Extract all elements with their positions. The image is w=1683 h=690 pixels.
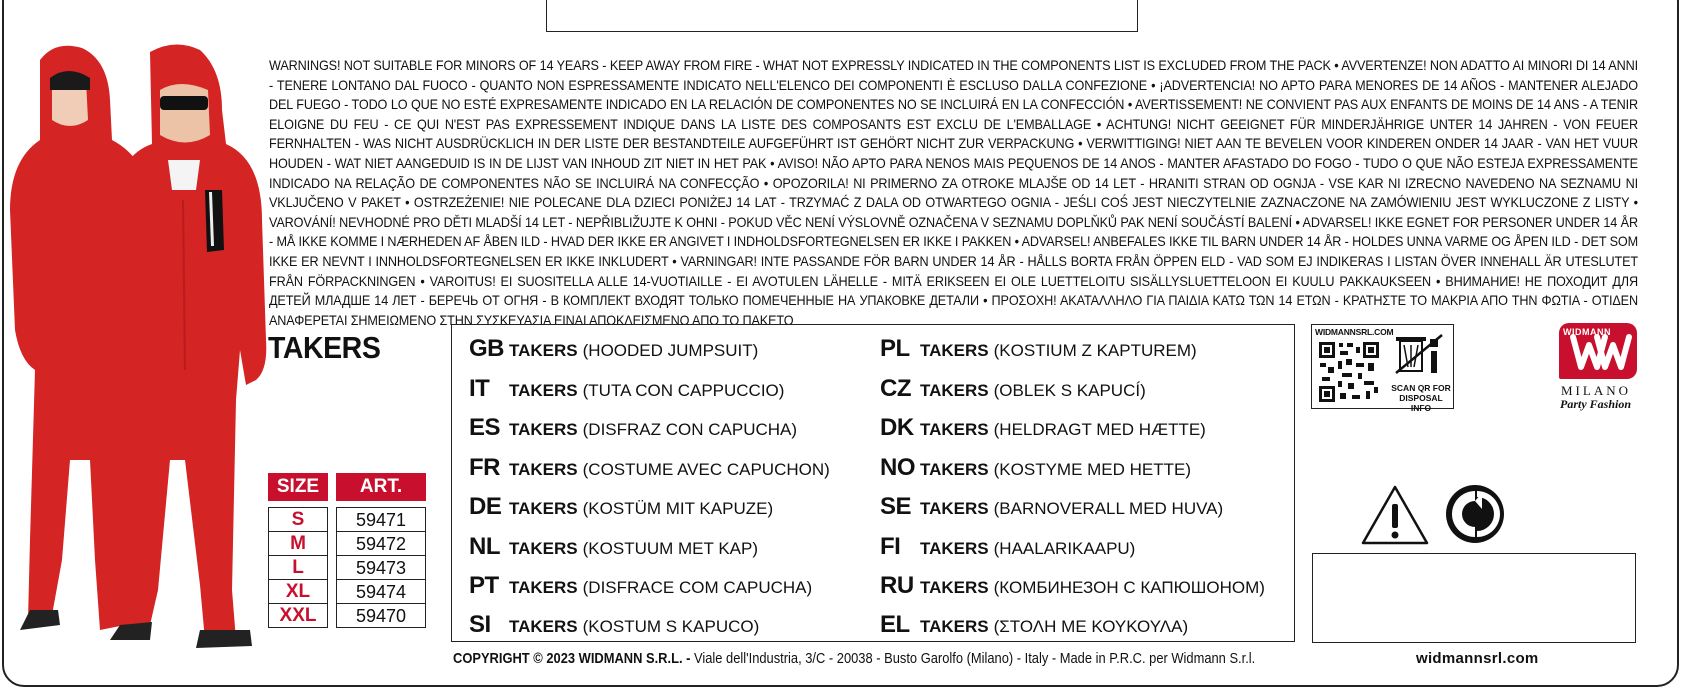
lang-entry-pl <box>880 335 1197 363</box>
lang-code: NO <box>880 454 915 481</box>
qr-url-label: WIDMANNSRL.COM <box>1315 327 1394 337</box>
lang-description: (KOSTÜM MIT KAPUZE) <box>582 499 774 518</box>
lang-code: IT <box>469 375 490 402</box>
lang-code: FI <box>880 533 901 560</box>
lang-entry-si <box>469 611 759 639</box>
lang-description: (TUTA CON CAPPUCCIO) <box>582 381 785 400</box>
lang-product-name: TAKERS <box>509 578 578 597</box>
lang-entry-gb <box>469 335 758 363</box>
lang-code: DE <box>469 493 502 520</box>
lang-entry-dk <box>880 414 1206 442</box>
lang-product-name: TAKERS <box>920 460 989 479</box>
lang-entry-cz <box>880 375 1146 403</box>
lang-description: (HAALARIKAAPU) <box>993 539 1136 558</box>
brand-mark <box>1559 323 1637 379</box>
lang-product-name: TAKERS <box>509 341 578 360</box>
lang-code: CZ <box>880 375 911 402</box>
label-blank-box <box>1312 553 1636 643</box>
size-value: L <box>268 555 328 579</box>
copyright-bold: COPYRIGHT © 2023 WIDMANN S.R.L. - <box>453 650 691 667</box>
size-row <box>268 579 426 603</box>
lang-code: FR <box>469 454 500 481</box>
lang-description: (ΣΤΟΛΗ ΜΕ ΚΟΥΚΟΥΛΑ) <box>993 617 1189 636</box>
product-title: TAKERS <box>268 330 381 365</box>
lang-code: GB <box>469 335 504 362</box>
warnings-text: WARNINGS! NOT SUITABLE FOR MINORS OF 14 YEARS - KEEP AWAY FROM FIRE - WHAT NOT EXPRESSLY INDICATED IN THE COMPONENTS LIST IS EXCLUDED FROM THE PACK • AVVERTENZE! NON ADATTO AI MINORI DI 14 ANNI - TENERE LONTANO DAL FUOCO - QUANTO NON ESPRESSAMENTE INDICATO NELL'ELENCO DEI COMPONENTI È ESCLUSO DALLA CONFEZIONE • ¡ADVERTENCIA! NO APTO PARA MENORES DE 14 AÑOS - MANTENER ALEJADO DEL FUEGO - TODO LO QUE NO ESTÉ EXPRESAMENTE INDICADO EN LA RELACIÓN DE COMPONENTES NO SE INCLUIRÁ EN LA CONFECCIÓN • AVERTISSEMENT! NE CONVIENT PAS AUX ENFANTS DE MOINS DE 14 ANS - A TENIR ELOIGNE DU FEU - CE QUI N'EST PAS EXPRESSEMENT INDIQUE DANS LA LISTE DES COMPOSANTS EST EXCLU DE L'EMBALLAGE • ACHTUNG! NICHT GEEIGNET FÜR MINDERJÄHRIGE UNTER 14 JAHREN - VON FEUER FERNHALTEN - WAS NICHT AUSDRÜCKLICH IN DER LISTE DER BESTANDTEILE AUFGEFÜHRT IST GEHÖRT NICHT ZUR VERPACKUNG • VERWITTIGING! NIET AAN TE BEVELEN VOOR KINDEREN ONDER 14 JAAR - VAN HET VUUR HOUDEN - WAT NIET AANGEDUID IS IN DE LIJST VAN INHOUD ZIT NIET IN HET PAK • AVISO! NÃO APTO PARA NENOS MAIS PEQUENOS DE 14 ANOS - MANTER AFASTADO DO FOGO - TUDO O QUE NÃO ESTEJA EXPRESSAMENTE INDICADO NA RELAÇÃO DE COMPONENTES NÃO SE INCLUIRÁ NA CONFECÇÃO • OPOZORILA! NI PRIMERNO ZA OTROKE MLAJŠE OD 14 LET - HRANITI STRAN OD OGNJA - VSE KAR NI IZRECNO NAVEDENO NA SEZNAMU NI VKLJUČENO V PAKET • OSTRZEŻENIE! NIE POLECANE DLA DZIECI PONIŻEJ 14 LAT - TRZYMAĆ Z DALA OD OTWARTEGO OGNIA - JEŚLI COŚ JEST NIECZYTELNIE ZAZNACZONE NA ZAMÓWIENIU JEST WYKLUCZONE Z LISTY • VAROVÁNÍ! NEVHODNÉ PRO DĚTI MLADŠÍ 14 LET - NEPŘIBLIŽUJTE K OHNI - POKUD VĚC NENÍ VÝSLOVNĚ OZNAČENA V SEZNAMU DOPLŇKŮ PAK NENÍ SOUČÁSTÍ BALENÍ • ADVARSEL! IKKE EGNET FOR PERSONER UNDER 14 ÅR - MÅ IKKE KOMME I NÆRHEDEN AF ÅBEN ILD - HVAD DER IKKE ER ANGIVET I INDHOLDSFORTEGNELSEN ER IKKE I PAKKEN • ADVARSEL! ANBEFALES IKKE TIL BARN UNDER 14 ÅR - HOLDES UNNA VARME OG ÅPEN ILD - DET SOM IKKE ER NEVNT I INNHOLDSFORTEGNELSEN ER IKKE INKLUDERT • VARNINGAR! INTE PASSANDE FÖR BARN UNDER 14 ÅR - HÅLLS BORTA FRÅN ÖPPEN ELD - VAD SOM EJ INDIKERAS I LISTAN ÖVER INNEHALL ÄR UTESLUTET FRÅN FÖRPACKNINGEN • VAROITUS! EI SUOSITELLA ALLE 14-VUOTIAILLE - EI AVOTULEN LÄHELLE - MITÄ ERIKSEEN EI OLE LUETTELOITU SISÄLLYSLUETTELOON EI KUULU PAKKAUKSEEN • ВНИМАНИЕ! НЕ ПОХОДИТ ДЛЯ ДЕТЕЙ МЛАДШЕ 14 ЛЕТ - БЕРЕЧЬ ОТ ОГНЯ - В КОМПЛЕКТ ВХОДЯТ ТОЛЬКО ПОМЕЧЕННЫЕ НА УПАКОВКЕ ДЕТАЛИ • ΠΡΟΣΟΧΗ! ΑΚΑΤΑΛΛΗΛΟ ΓΙΑ ΠΑΙΔΙΑ ΚΑΤΩ ΤΩΝ 14 ΕΤΩΝ - ΚΡΑΤΗΣΤΕ ΤΟ ΜΑΚΡΙΑ ΑΠΟ ΤΗΝ ΦΩΤΙΑ - ΟΤΙΔΕΝ ΑΝΑΦΕΡΕΤΑΙ ΣΗΜΕΙΩΜΕΝΟ ΣΤΗΝ ΣΥΣΚΕΥΑΣΙΑ ΕΙΝΑΙ ΑΠΟΚΛΕΙΣΜΕΝΟ ΑΠΟ ΤΟ ΠΑΚΕΤΟ <box>269 58 1638 328</box>
lang-product-name: TAKERS <box>509 420 578 439</box>
lang-code: EL <box>880 611 910 638</box>
lang-code: PT <box>469 572 499 599</box>
safety-warnings <box>269 56 1638 330</box>
lang-product-name: TAKERS <box>509 381 578 400</box>
lang-code: DK <box>880 414 914 441</box>
qr-code-icon[interactable] <box>1318 341 1380 403</box>
lang-description: (HOODED JUMPSUIT) <box>582 341 759 360</box>
qr-caption-line2: DISPOSAL INFO <box>1399 393 1443 413</box>
lang-entry-nl <box>469 533 758 561</box>
lang-description: (KOSTIUM Z KAPTUREM) <box>993 341 1197 360</box>
lang-description: (KOSTUM S KAPUCO) <box>582 617 760 636</box>
art-header: ART. <box>336 473 426 501</box>
lang-product-name: TAKERS <box>920 539 989 558</box>
size-row <box>268 507 426 531</box>
lang-entry-ru <box>880 572 1265 600</box>
size-value: M <box>268 531 328 555</box>
lang-code: SI <box>469 611 491 638</box>
art-number: 59472 <box>336 531 426 555</box>
lang-code: RU <box>880 572 914 599</box>
lang-description: (COSTUME AVEC CAPUCHON) <box>582 460 830 479</box>
costume-models-photo <box>0 40 270 670</box>
lang-description: (КОМБИНЕЗОН С КАПЮШОНОМ) <box>993 578 1265 597</box>
lang-entry-it <box>469 375 784 403</box>
lang-product-name: TAKERS <box>920 499 989 518</box>
lang-code: ES <box>469 414 501 441</box>
art-number: 59473 <box>336 555 426 579</box>
size-header: SIZE <box>268 473 328 501</box>
brand-city: MILANO <box>1561 383 1631 398</box>
brand-name: WIDMANN <box>1563 327 1611 337</box>
man-figure <box>110 44 266 648</box>
copyright-line <box>453 650 1255 667</box>
qr-caption-line1: SCAN QR FOR <box>1391 383 1451 393</box>
lang-entry-el <box>880 611 1188 639</box>
size-row <box>268 555 426 579</box>
lang-description: (DISFRACE COM CAPUCHA) <box>582 578 813 597</box>
lang-product-name: TAKERS <box>920 420 989 439</box>
art-number: 59474 <box>336 579 426 603</box>
lang-product-name: TAKERS <box>509 499 578 518</box>
warning-triangle-icon <box>1360 484 1430 546</box>
brand-tagline: Party Fashion <box>1560 397 1632 411</box>
lang-entry-fi <box>880 533 1135 561</box>
disposal-bin-icon <box>1394 331 1444 377</box>
lang-product-name: TAKERS <box>920 617 989 636</box>
size-value: S <box>268 507 328 531</box>
lang-description: (HELDRAGT MED HÆTTE) <box>993 420 1206 439</box>
lang-description: (KOSTYME MED HETTE) <box>993 460 1192 479</box>
lang-code: NL <box>469 533 500 560</box>
lang-description: (KOSTUUM MET KAP) <box>582 539 759 558</box>
lang-product-name: TAKERS <box>509 539 578 558</box>
art-number: 59471 <box>336 507 426 531</box>
lang-product-name: TAKERS <box>509 617 578 636</box>
website-link[interactable]: widmannsrl.com <box>1416 650 1539 667</box>
lang-entry-fr <box>469 454 830 482</box>
lang-description: (OBLEK S KAPUCÍ) <box>993 381 1146 400</box>
lang-entry-de <box>469 493 773 521</box>
top-label-box <box>546 0 1138 32</box>
size-row <box>268 603 426 628</box>
lang-entry-no <box>880 454 1191 482</box>
size-value: XL <box>268 579 328 603</box>
size-table <box>268 473 426 628</box>
qr-disposal-box <box>1311 324 1454 413</box>
lang-code: PL <box>880 335 910 362</box>
size-row <box>268 531 426 555</box>
lang-entry-es <box>469 414 797 442</box>
lang-description: (BARNOVERALL MED HUVA) <box>993 499 1224 518</box>
art-number: 59470 <box>336 603 426 628</box>
size-value: XXL <box>268 603 328 628</box>
qr-caption <box>1389 383 1453 413</box>
lang-entry-se <box>880 493 1223 521</box>
green-dot-recycle-icon <box>1444 483 1506 545</box>
lang-product-name: TAKERS <box>920 381 989 400</box>
lang-description: (DISFRAZ CON CAPUCHA) <box>582 420 798 439</box>
lang-product-name: TAKERS <box>920 341 989 360</box>
widmann-logo <box>1556 323 1646 413</box>
language-translations <box>451 324 1295 642</box>
lang-product-name: TAKERS <box>920 578 989 597</box>
copyright-address: Viale dell'Industria, 3/C - 20038 - Busto Garolfo (Milano) - Italy - Made in P.R.C. per Widmann S.r.l. <box>690 650 1256 667</box>
lang-code: SE <box>880 493 912 520</box>
lang-entry-pt <box>469 572 812 600</box>
lang-product-name: TAKERS <box>509 460 578 479</box>
